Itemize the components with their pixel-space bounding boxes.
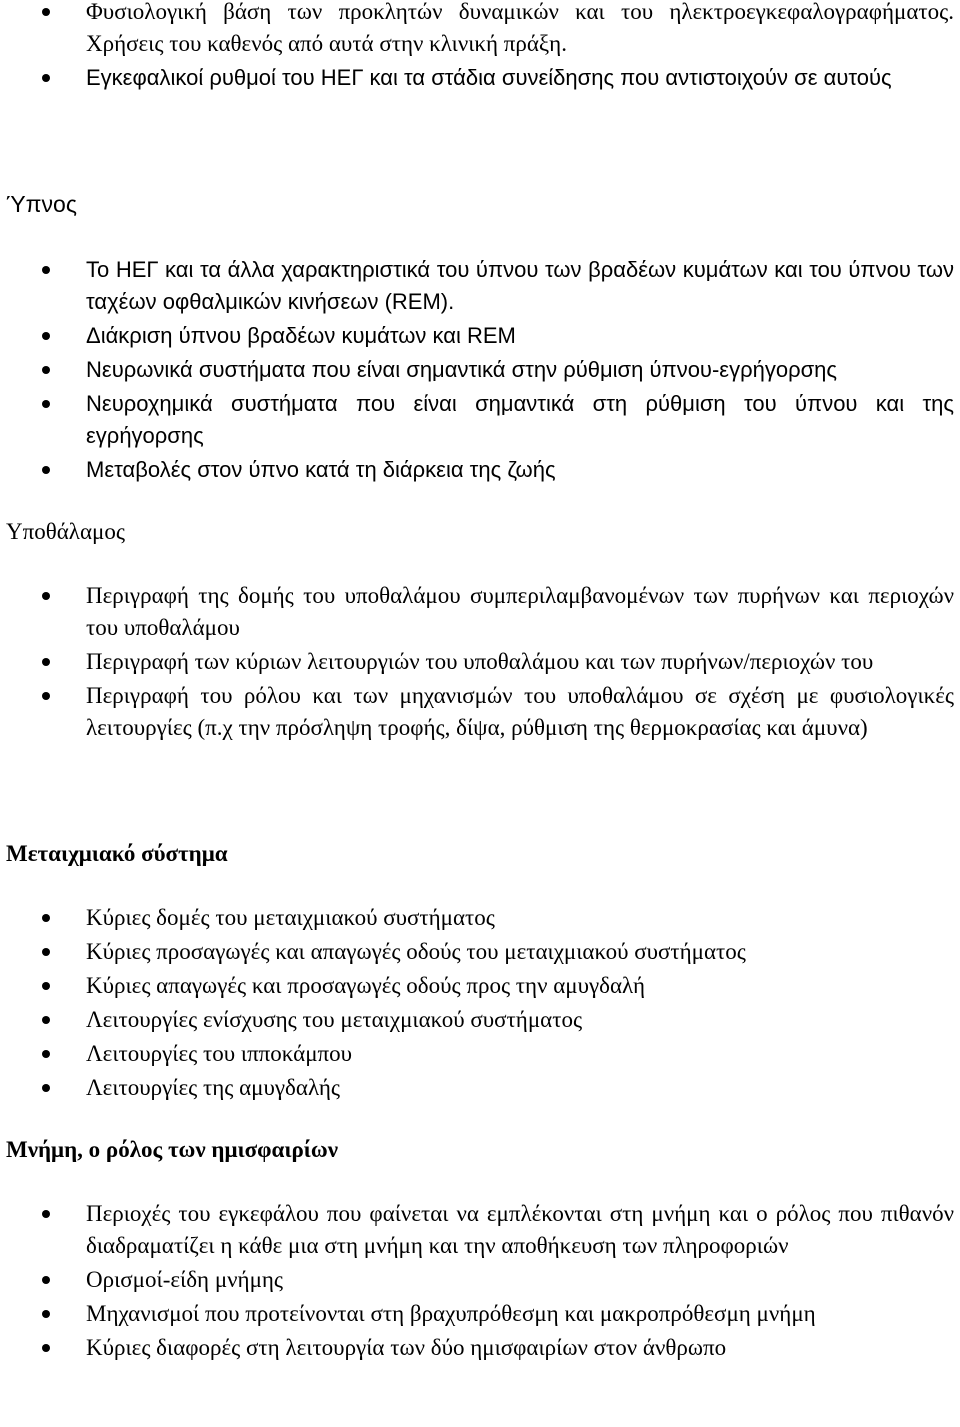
intro-section (6, 0, 954, 94)
list-item: Λειτουργίες ενίσχυσης του μεταιχμιακού συστήματος (6, 1004, 954, 1036)
bullet-icon (42, 1310, 50, 1318)
list-item: Νευροχημικά συστήματα που είναι σημαντικά στη ρύθμιση του ύπνου και της εγρήγορσης (6, 388, 954, 452)
bullet-icon (42, 1050, 50, 1058)
list-item: Περιοχές του εγκεφάλου που φαίνεται να εμπλέκονται στη μνήμη και ο ρόλος που πιθανόν διαδραματίζει η κάθε μια στη μνήμη και την αποθήκευση των πληροφοριών (6, 1198, 954, 1262)
hypothalamus-section (6, 516, 954, 548)
hypothalamus-list (6, 580, 954, 744)
bullet-icon (42, 1210, 50, 1218)
bullet-icon (42, 266, 50, 274)
bullet-icon (42, 658, 50, 666)
section-heading: Ύπνος (6, 191, 77, 217)
bullet-icon (42, 366, 50, 374)
bullet-icon (42, 1344, 50, 1352)
hypothalamus-list-wrap (6, 580, 954, 744)
bullet-icon (42, 466, 50, 474)
bullet-icon (42, 692, 50, 700)
bullet-icon (42, 1084, 50, 1092)
intro-list (6, 0, 954, 94)
list-item: Περιγραφή του ρόλου και των μηχανισμών του υποθαλάμου σε σχέση με φυσιολογικές λειτουργίες (π.χ την πρόσληψη τροφής, δίψα, ρύθμιση της θερμοκρασίας και άμυνα) (6, 680, 954, 744)
list-item: Κύριες προσαγωγές και απαγωγές οδούς του μεταιχμιακού συστήματος (6, 936, 954, 968)
section-heading: Μεταιχμιακό σύστημα (6, 841, 228, 866)
memory-list (6, 1198, 954, 1364)
list-item: Φυσιολογική βάση των προκλητών δυναμικών και του ηλεκτροεγκεφαλογραφήματος. Χρήσεις του καθενός από αυτά στην κλινική πράξη. (6, 0, 954, 60)
list-item: Μηχανισμοί που προτείνονται στη βραχυπρόθεσμη και μακροπρόθεσμη μνήμη (6, 1298, 954, 1330)
limbic-list (6, 902, 954, 1104)
memory-list-wrap (6, 1198, 954, 1364)
list-item: Λειτουργίες της αμυγδαλής (6, 1072, 954, 1104)
section-heading: Μνήμη, ο ρόλος των ημισφαιρίων (6, 1137, 338, 1162)
sleep-section (6, 188, 954, 220)
list-item: Κύριες διαφορές στη λειτουργία των δύο ημισφαιρίων στον άνθρωπο (6, 1332, 954, 1364)
list-item: Ορισμοί-είδη μνήμης (6, 1264, 954, 1296)
sleep-list-wrap (6, 254, 954, 486)
limbic-list-wrap (6, 902, 954, 1104)
list-item: Διάκριση ύπνου βραδέων κυμάτων και REM (6, 320, 954, 352)
list-item: Περιγραφή των κύριων λειτουργιών του υποθαλάμου και των πυρήνων/περιοχών του (6, 646, 954, 678)
list-item: Περιγραφή της δομής του υποθαλάμου συμπεριλαμβανομένων των πυρήνων και περιοχών του υποθαλάμου (6, 580, 954, 644)
bullet-icon (42, 332, 50, 340)
bullet-icon (42, 1276, 50, 1284)
list-item: Κύριες δομές του μεταιχμιακού συστήματος (6, 902, 954, 934)
bullet-icon (42, 1016, 50, 1024)
bullet-icon (42, 8, 50, 16)
bullet-icon (42, 74, 50, 82)
list-item: Μεταβολές στον ύπνο κατά τη διάρκεια της ζωής (6, 454, 954, 486)
list-item: Λειτουργίες του ιπποκάμπου (6, 1038, 954, 1070)
list-item: Εγκεφαλικοί ρυθμοί του ΗΕΓ και τα στάδια συνείδησης που αντιστοιχούν σε αυτούς (6, 62, 954, 94)
bullet-icon (42, 914, 50, 922)
bullet-icon (42, 948, 50, 956)
bullet-icon (42, 400, 50, 408)
limbic-section (6, 838, 954, 870)
memory-section (6, 1134, 954, 1166)
list-item: Το ΗΕΓ και τα άλλα χαρακτηριστικά του ύπνου των βραδέων κυμάτων και του ύπνου των ταχέων οφθαλμικών κινήσεων (REM). (6, 254, 954, 318)
list-item: Κύριες απαγωγές και προσαγωγές οδούς προς την αμυγδαλή (6, 970, 954, 1002)
section-heading: Υποθάλαμος (6, 519, 125, 544)
bullet-icon (42, 592, 50, 600)
sleep-list (6, 254, 954, 486)
bullet-icon (42, 982, 50, 990)
list-item: Νευρωνικά συστήματα που είναι σημαντικά στην ρύθμιση ύπνου-εγρήγορσης (6, 354, 954, 386)
